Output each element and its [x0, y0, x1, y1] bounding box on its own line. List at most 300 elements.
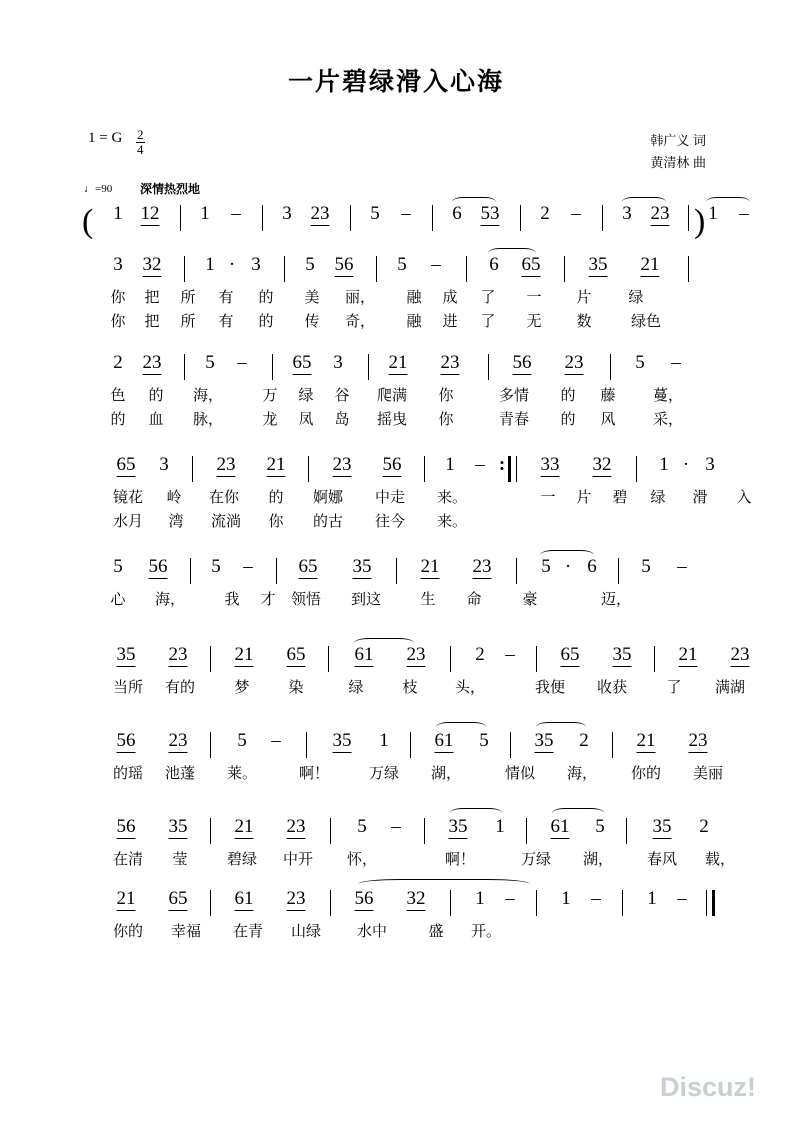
lyric-syllable: 的古: [312, 513, 344, 530]
note: –: [505, 888, 515, 909]
note: 2: [699, 816, 709, 837]
lyric-syllable: 你: [438, 387, 454, 404]
lyric-syllable: 碧: [612, 489, 628, 506]
barline: [516, 558, 517, 584]
lyric-syllable: 情似: [504, 765, 536, 782]
note: 1: [445, 454, 455, 475]
note-row: [84, 888, 712, 922]
note: 21: [116, 888, 136, 909]
system-4: [84, 454, 752, 540]
lyric-syllable: 碧绿: [226, 851, 258, 868]
note: 23: [216, 454, 236, 475]
barline: [350, 205, 351, 231]
lyric-syllable: 莱。: [226, 765, 258, 782]
lyric-syllable: 枝: [402, 679, 418, 696]
note: 23: [332, 454, 352, 475]
note: 65: [298, 556, 318, 577]
lyric-syllable: 往今: [374, 513, 406, 530]
note: 5: [370, 203, 380, 224]
note: –: [677, 888, 687, 909]
note: 23: [650, 203, 670, 224]
note: –: [391, 816, 401, 837]
lyric-syllable: 无: [526, 313, 542, 330]
lyric-row-1: [84, 762, 724, 788]
note: 65: [286, 644, 306, 665]
lyric-syllable: 绿: [628, 289, 644, 306]
barline: [610, 354, 611, 380]
lyric-syllable: 青春: [498, 411, 530, 428]
lyric-row-2: [84, 310, 712, 336]
meter-denominator: 4: [137, 141, 144, 157]
note: 5: [113, 556, 123, 577]
barline: [636, 456, 637, 482]
lyric-row-2: [84, 408, 712, 434]
note-row: [84, 816, 712, 850]
note: 1: [475, 888, 485, 909]
lyric-syllable: 中走: [374, 489, 406, 506]
barline: [526, 818, 527, 844]
lyric-syllable: 了: [480, 289, 496, 306]
note: 3: [705, 454, 715, 475]
lyric-syllable: 万: [262, 387, 278, 404]
note: 23: [310, 203, 330, 224]
system-9: [84, 888, 712, 948]
lyric-syllable: 片: [576, 289, 592, 306]
lyric-syllable: 头，: [454, 679, 486, 696]
lyric-syllable: 啊！: [444, 851, 476, 868]
note: 5: [595, 816, 605, 837]
note: –: [237, 352, 247, 373]
note: 3: [333, 352, 343, 373]
barline: [602, 205, 603, 231]
note-row: [84, 644, 750, 678]
note: 12: [140, 203, 160, 224]
barline: [510, 732, 511, 758]
barline: [564, 256, 565, 282]
system-6: [84, 644, 750, 704]
lyric-syllable: 来。: [436, 513, 468, 530]
lyric-syllable: 岛: [334, 411, 350, 428]
slur: [354, 638, 414, 648]
note: 35: [352, 556, 372, 577]
note: 6: [452, 203, 462, 224]
barline: [536, 890, 537, 916]
lyric-syllable: 的: [560, 387, 576, 404]
slur: [540, 550, 594, 560]
note: 61: [354, 644, 374, 665]
note: 3: [622, 203, 632, 224]
system-5: [84, 556, 712, 616]
note: 1: [379, 730, 389, 751]
note: –: [431, 254, 441, 275]
lyric-syllable: 美丽: [692, 765, 724, 782]
note: 21: [234, 644, 254, 665]
tempo-marking: ♩=90: [84, 183, 113, 195]
lyric-syllable: 爬满: [376, 387, 408, 404]
lyric-syllable: 把: [144, 289, 160, 306]
note: 56: [354, 888, 374, 909]
page-title: 一片碧绿滑入心海: [287, 68, 504, 96]
lyric-syllable: 在青: [232, 923, 264, 940]
lyric-row-1: [84, 384, 712, 410]
barline: [424, 818, 425, 844]
lyric-syllable: 的: [560, 411, 576, 428]
lyric-syllable: 婀娜: [312, 489, 344, 506]
lyric-syllable: 生: [420, 591, 436, 608]
lyric-syllable: 迈，: [600, 591, 632, 608]
barline: [688, 256, 689, 282]
note: ·: [564, 556, 572, 577]
lyric-syllable: 藤: [600, 387, 616, 404]
note: –: [677, 556, 687, 577]
lyric-syllable: 滑: [692, 489, 708, 506]
credit-lyricist: 韩广义 词: [650, 133, 706, 148]
note-row: [84, 730, 712, 764]
lyric-syllable: 所: [180, 289, 196, 306]
lyric-syllable: 心: [110, 591, 126, 608]
lyric-syllable: 我: [224, 591, 240, 608]
note: 56: [334, 254, 354, 275]
slur: [436, 722, 486, 732]
lyric-syllable: 幸福: [170, 923, 202, 940]
lyric-syllable: 你: [110, 289, 126, 306]
note: 65: [168, 888, 188, 909]
barline: [432, 205, 433, 231]
barline: [306, 732, 307, 758]
lyric-syllable: 的: [268, 489, 284, 506]
barline: [210, 818, 211, 844]
note: 61: [550, 816, 570, 837]
note: 56: [116, 730, 136, 751]
barline: [368, 354, 369, 380]
note: –: [591, 888, 601, 909]
note: 1: [200, 203, 210, 224]
barline: [618, 558, 619, 584]
note: ·: [228, 254, 236, 275]
note: 61: [434, 730, 454, 751]
note: 23: [688, 730, 708, 751]
note: –: [505, 644, 515, 665]
lyric-syllable: 蔓，: [652, 387, 684, 404]
lyric-syllable: 多情: [498, 387, 530, 404]
lyric-syllable: 有的: [164, 679, 196, 696]
lyric-syllable: 了: [666, 679, 682, 696]
note: 2: [113, 352, 123, 373]
barline: [520, 205, 521, 231]
system-7: [84, 730, 724, 790]
note: –: [231, 203, 241, 224]
note: 5: [237, 730, 247, 751]
system-intro: [82, 203, 749, 240]
intro-open-paren: (: [82, 203, 94, 240]
slur: [488, 248, 536, 258]
note: 3: [159, 454, 169, 475]
note: 56: [116, 816, 136, 837]
note: –: [243, 556, 253, 577]
lyric-syllable: 万绿: [368, 765, 400, 782]
note: 2: [579, 730, 589, 751]
lyric-syllable: 所: [180, 313, 196, 330]
barline: [330, 890, 331, 916]
lyric-syllable: 才: [260, 591, 276, 608]
note: 56: [512, 352, 532, 373]
note: 5: [479, 730, 489, 751]
note: 21: [640, 254, 660, 275]
note-row: [84, 352, 712, 386]
lyric-syllable: 来。: [436, 489, 468, 506]
slur: [450, 808, 502, 818]
barline: [424, 456, 425, 482]
lyric-syllable: 的: [110, 411, 126, 428]
lyric-syllable: 在清: [112, 851, 144, 868]
note: 35: [652, 816, 672, 837]
lyric-syllable: 在你: [208, 489, 240, 506]
credit-composer: 黄清林 曲: [650, 155, 706, 171]
barline: [184, 354, 185, 380]
note: 5: [641, 556, 651, 577]
lyric-syllable: 传: [304, 313, 320, 330]
slur: [452, 197, 496, 207]
barline: [210, 732, 211, 758]
lyric-syllable: 染: [288, 679, 304, 696]
barline: [284, 256, 285, 282]
barline: [184, 256, 185, 282]
barline: [396, 558, 397, 584]
barline: [688, 205, 689, 231]
note: 23: [286, 888, 306, 909]
barline: [612, 732, 613, 758]
note: 3: [251, 254, 261, 275]
lyric-row-1: [84, 920, 712, 946]
note: 33: [540, 454, 560, 475]
note: –: [739, 203, 749, 224]
lyric-syllable: 你: [110, 313, 126, 330]
note: 5: [541, 556, 551, 577]
lyric-syllable: 中开: [282, 851, 314, 868]
note: 5: [305, 254, 315, 275]
lyric-row-1: [84, 486, 752, 512]
note: 5: [357, 816, 367, 837]
note: –: [271, 730, 281, 751]
barline: [308, 456, 309, 482]
note: 61: [234, 888, 254, 909]
note: 32: [592, 454, 612, 475]
note: 5: [205, 352, 215, 373]
system-3: [84, 352, 712, 438]
barline: [622, 890, 623, 916]
lyric-syllable: 命: [466, 591, 482, 608]
note: 2: [540, 203, 550, 224]
note: 23: [142, 352, 162, 373]
note: 23: [168, 644, 188, 665]
note: 21: [234, 816, 254, 837]
barline-thick: [508, 456, 511, 482]
lyric-syllable: 万绿: [520, 851, 552, 868]
note: 56: [148, 556, 168, 577]
note-row: [84, 254, 712, 288]
barline: [516, 456, 517, 482]
note: 5: [211, 556, 221, 577]
note: –: [475, 454, 485, 475]
note: 3: [282, 203, 292, 224]
lyric-syllable: 有: [218, 289, 234, 306]
note-row: [84, 556, 712, 590]
note: 21: [388, 352, 408, 373]
note: 35: [612, 644, 632, 665]
lyric-syllable: 风: [600, 411, 616, 428]
lyric-syllable: 海，: [566, 765, 598, 782]
lyric-syllable: 脉，: [192, 411, 224, 428]
barline: [276, 558, 277, 584]
system-8: [84, 816, 736, 876]
lyric-syllable: 一: [540, 489, 556, 506]
note-row: [84, 454, 715, 488]
note: 23: [472, 556, 492, 577]
note: –: [671, 352, 681, 373]
note: 1: [205, 254, 215, 275]
system-2: [84, 254, 712, 340]
note: 3: [113, 254, 123, 275]
barline: [706, 890, 707, 916]
note: 35: [332, 730, 352, 751]
lyric-syllable: 怀，: [346, 851, 378, 868]
lyric-syllable: 把: [144, 313, 160, 330]
lyric-syllable: 收获: [596, 679, 628, 696]
lyric-syllable: 我便: [534, 679, 566, 696]
lyric-syllable: 啊！: [298, 765, 330, 782]
note: 35: [116, 644, 136, 665]
lyric-syllable: 梦: [234, 679, 250, 696]
note: ·: [682, 454, 690, 475]
barline: [536, 646, 537, 672]
note: 1: [561, 888, 571, 909]
lyric-syllable: 融: [406, 313, 422, 330]
lyric-syllable: 当所: [112, 679, 144, 696]
note: 21: [420, 556, 440, 577]
lyric-syllable: 水月: [112, 513, 144, 530]
lyric-syllable: 豪: [522, 591, 538, 608]
note: 21: [266, 454, 286, 475]
lyric-syllable: 盛: [428, 923, 444, 940]
note: 2: [475, 644, 485, 665]
lyric-syllable: 了: [480, 313, 496, 330]
barline: [466, 256, 467, 282]
lyric-syllable: 美: [304, 289, 320, 306]
intro-close-paren: ): [694, 203, 706, 240]
barline: [192, 456, 193, 482]
note: 35: [168, 816, 188, 837]
barline: [626, 818, 627, 844]
lyric-syllable: 你的: [630, 765, 662, 782]
note: 35: [448, 816, 468, 837]
lyric-syllable: 池蓬: [164, 765, 196, 782]
lyric-syllable: 采，: [652, 411, 684, 428]
slur: [358, 879, 530, 889]
barline: [190, 558, 191, 584]
slur: [706, 197, 750, 207]
note: 65: [116, 454, 136, 475]
lyric-syllable: 摇曳: [376, 411, 408, 428]
lyric-syllable: 到这: [350, 591, 382, 608]
barline: [654, 646, 655, 672]
note: –: [401, 203, 411, 224]
note: 65: [292, 352, 312, 373]
lyric-syllable: 血: [148, 411, 164, 428]
note: 5: [635, 352, 645, 373]
lyric-syllable: 莹: [172, 851, 188, 868]
note: 53: [480, 203, 500, 224]
barline: [328, 646, 329, 672]
lyric-syllable: 镜花: [112, 489, 144, 506]
lyric-syllable: 岭: [166, 489, 182, 506]
watermark: Discuz!: [659, 1072, 756, 1102]
note: 1: [495, 816, 505, 837]
slur: [536, 722, 586, 732]
lyric-syllable: 绿: [298, 387, 314, 404]
lyric-syllable: 凤: [298, 411, 314, 428]
lyric-syllable: 绿色: [630, 313, 662, 330]
lyric-row-1: [84, 286, 712, 312]
lyric-syllable: 的: [258, 289, 274, 306]
note-row: [82, 203, 749, 240]
barline: [330, 818, 331, 844]
note: 56: [382, 454, 402, 475]
note: 21: [678, 644, 698, 665]
lyric-syllable: 入: [736, 489, 752, 506]
lyric-syllable: 的: [148, 387, 164, 404]
lyric-syllable: 你: [268, 513, 284, 530]
barline: [210, 890, 211, 916]
note: 1: [708, 203, 718, 224]
note: 1: [647, 888, 657, 909]
note: 23: [286, 816, 306, 837]
lyric-syllable: 载，: [704, 851, 736, 868]
repeat-sign: :: [498, 454, 506, 475]
lyric-syllable: 有: [218, 313, 234, 330]
lyric-row-1: [84, 848, 736, 874]
lyric-syllable: 海，: [154, 591, 186, 608]
lyric-syllable: 湾: [168, 513, 184, 530]
note: 65: [521, 254, 541, 275]
lyric-syllable: 奇，: [344, 313, 376, 330]
lyric-syllable: 你: [438, 411, 454, 428]
barline: [210, 646, 211, 672]
lyric-syllable: 色: [110, 387, 126, 404]
lyric-syllable: 绿: [650, 489, 666, 506]
note: 1: [113, 203, 123, 224]
barline: [410, 732, 411, 758]
lyric-syllable: 进: [442, 313, 458, 330]
barline: [376, 256, 377, 282]
lyric-syllable: 领悟: [290, 591, 322, 608]
note: 35: [588, 254, 608, 275]
lyric-syllable: 的瑶: [112, 765, 144, 782]
lyric-syllable: 你的: [112, 923, 144, 940]
lyric-syllable: 山绿: [290, 923, 322, 940]
note: 6: [489, 254, 499, 275]
lyric-syllable: 成: [442, 289, 458, 306]
note: 23: [406, 644, 426, 665]
lyric-syllable: 的: [258, 313, 274, 330]
note: 32: [142, 254, 162, 275]
meter-numerator: 2: [137, 127, 144, 142]
barline: [450, 890, 451, 916]
note: 6: [587, 556, 597, 577]
lyric-syllable: 满湖: [714, 679, 746, 696]
lyric-syllable: 片: [576, 489, 592, 506]
lyric-syllable: 一: [526, 289, 542, 306]
note: –: [571, 203, 581, 224]
